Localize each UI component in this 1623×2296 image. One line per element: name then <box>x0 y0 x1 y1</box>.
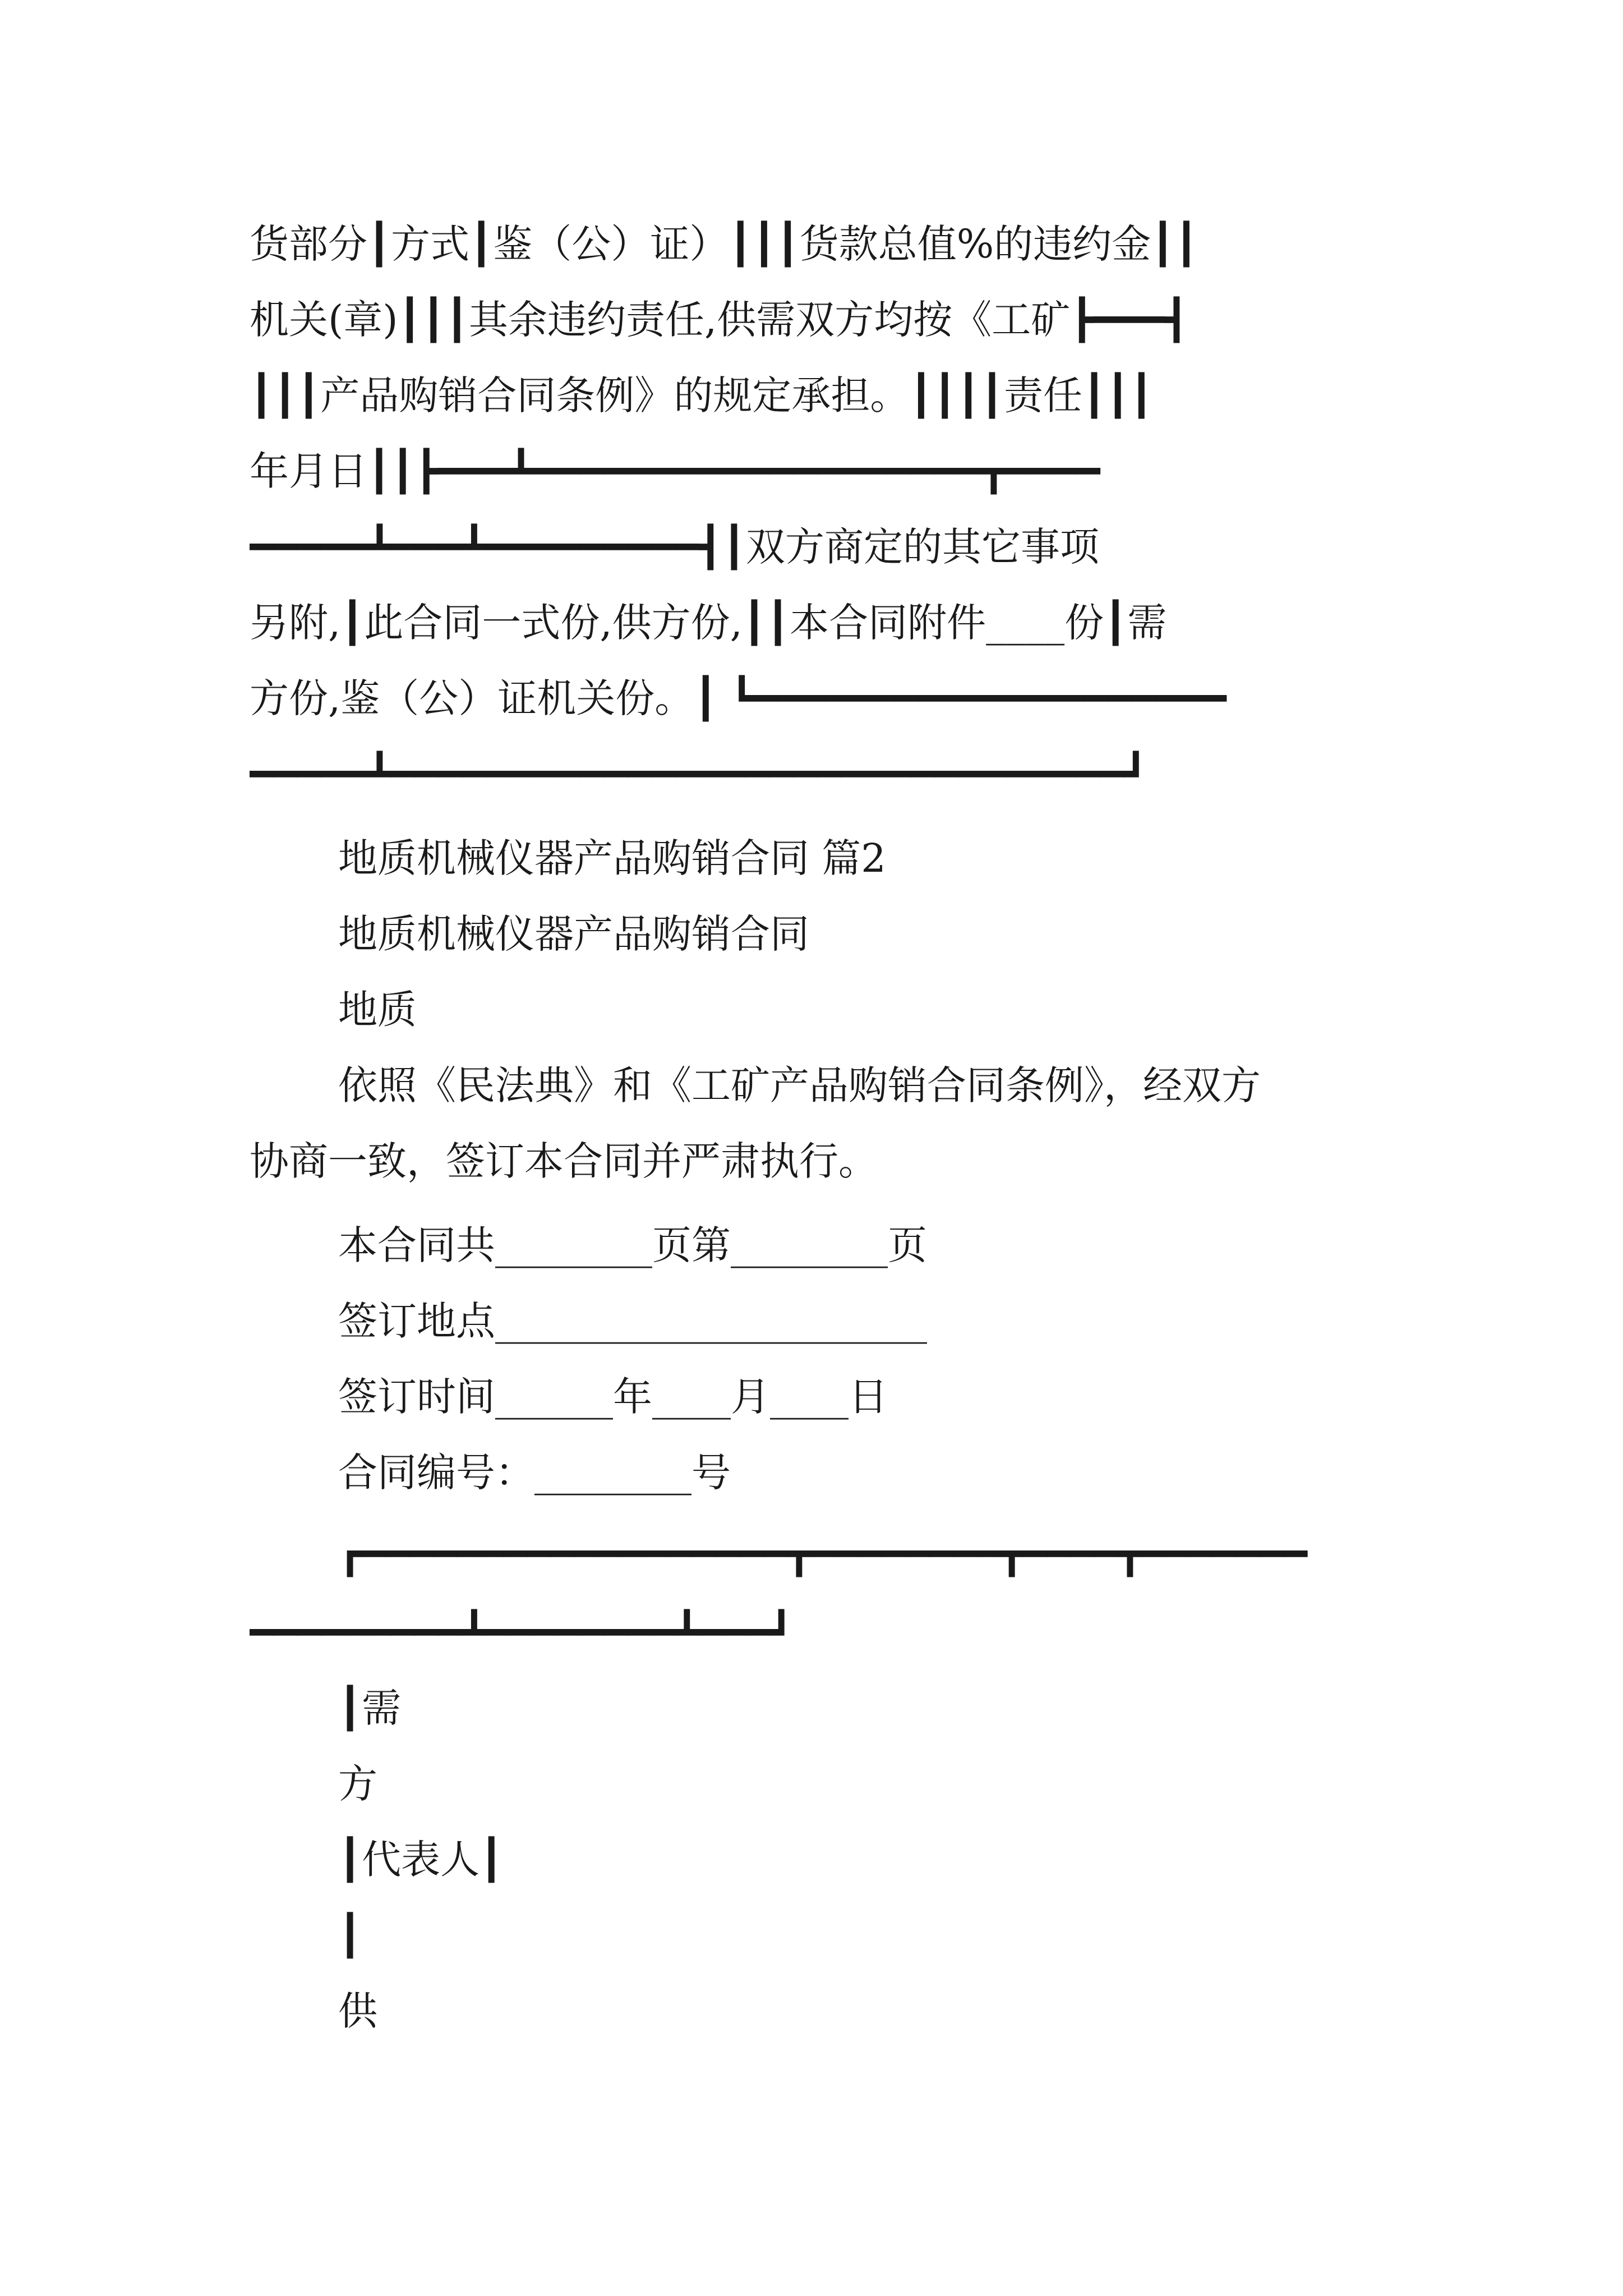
table-cell-text: 供 <box>338 1988 377 2034</box>
location-field: 签订地点______________________ <box>338 1298 927 1344</box>
preamble-line: 依照《民法典》和《工矿产品购销合同条例》，经双方 <box>338 1062 1261 1108</box>
contract-subtitle: 地质 <box>338 987 417 1033</box>
table-fragment-line: 货部分┃方式┃鉴（公）证）┃┃┃货款总值%的违约金┃┃ <box>250 221 1198 267</box>
table-fragment-line: 年月日┃┃┣━━━┻━━━━━━━━━━━━━━━━━━━┳━━━━ <box>250 448 1100 494</box>
table-cell-text: ┃需 <box>338 1685 402 1731</box>
table-cell-text: ┃ <box>338 1912 362 1958</box>
pages-field: 本合同共________页第________页 <box>338 1222 927 1268</box>
table-border-line: ┏━━━━━━━━━━━━━━━━━━┳━━━━━━━━┳━━━━┳━━━━━━━ <box>338 1531 1307 1577</box>
table-fragment-line: ━━━━━┻━━━━━━━━━━━━━━━━━━━━━━━━━━━━━━━┛ <box>250 751 1148 797</box>
table-fragment-line: 方份,鉴（公）证机关份。┃ ┗━━━━━━━━━━━━━━━━━━━━ <box>250 675 1227 721</box>
contract-number-field: 合同编号：________号 <box>338 1450 731 1496</box>
table-border-line: ━━━━━━━━━┻━━━━━━━━┻━━━┛ <box>250 1609 794 1655</box>
time-field: 签订时间______年____月____日 <box>338 1374 888 1420</box>
preamble-line: 协商一致，签订本合同并严肃执行。 <box>250 1138 878 1184</box>
table-fragment-line: 另附,┃此合同一式份,供方份,┃┃本合同附件____份┃需 <box>250 600 1167 646</box>
contract-title: 地质机械仪器产品购销合同 <box>338 911 809 957</box>
table-cell-text: ┃代表人┃ <box>338 1837 504 1883</box>
table-fragment-line: ━━━━━┻━━━┻━━━━━━━━━┫┃双方商定的其它事项 <box>250 524 1100 570</box>
table-fragment-line: 机关(章)┃┃┃其余违约责任,供需双方均按《工矿┣━━━┫ <box>250 297 1189 343</box>
table-fragment-line: ┃┃┃产品购销合同条例》的规定承担。┃┃┃┃责任┃┃┃ <box>250 372 1154 418</box>
section-heading: 地质机械仪器产品购销合同 篇2 <box>338 835 886 881</box>
table-cell-text: 方 <box>338 1761 377 1807</box>
